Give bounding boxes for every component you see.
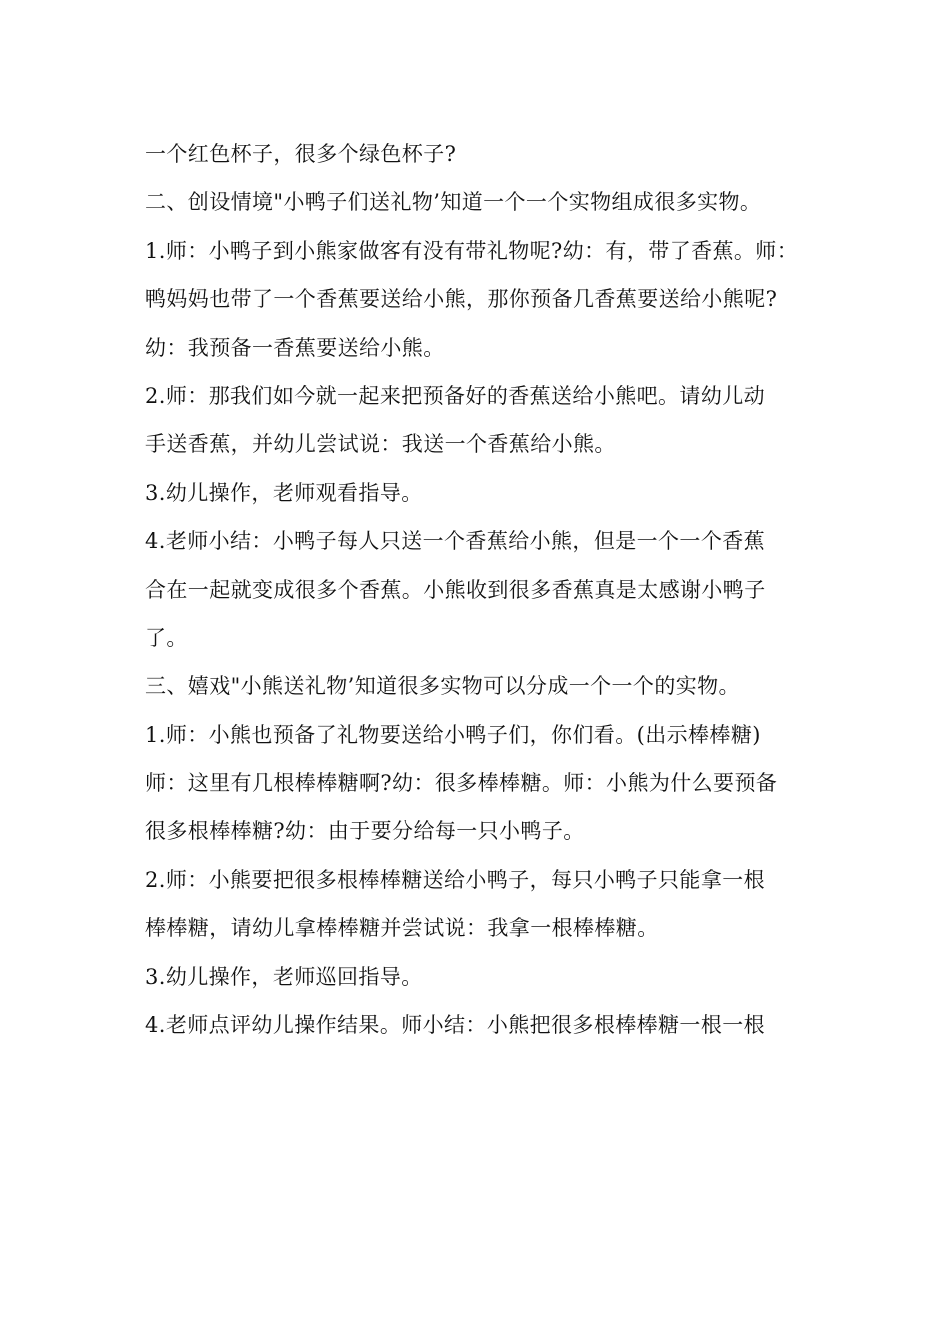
text-line: 了。 bbox=[145, 625, 188, 650]
text-line: 4.老师点评幼儿操作结果。师小结：小熊把很多根棒棒糖一根一根 bbox=[145, 1013, 766, 1038]
document-body bbox=[145, 130, 835, 1049]
text-line: 1.师：小熊也预备了礼物要送给小鸭子们，你们看。(出示棒棒糖) bbox=[145, 722, 761, 747]
section-heading: 三、嬉戏"小熊送礼物’知道很多实物可以分成一个一个的实物。 bbox=[145, 674, 740, 699]
text-line: 手送香蕉，并幼儿尝试说：我送一个香蕉给小熊。 bbox=[145, 432, 616, 457]
text-line: 师：这里有几根棒棒糖啊?幼：很多棒棒糖。师：小熊为什么要预备 bbox=[145, 771, 778, 796]
text-line: 鸭妈妈也带了一个香蕉要送给小熊，那你预备几香蕉要送给小熊呢? bbox=[145, 287, 778, 312]
section-heading: 二、创设情境"小鸭子们送礼物’知道一个一个实物组成很多实物。 bbox=[145, 190, 762, 215]
text-line: 一个红色杯子，很多个绿色杯子? bbox=[145, 142, 457, 166]
text-line: 2.师：那我们如今就一起来把预备好的香蕉送给小熊吧。请幼儿动 bbox=[145, 383, 766, 408]
text-line: 3.幼儿操作，老师巡回指导。 bbox=[145, 964, 423, 989]
text-line: 很多根棒棒糖?幼：由于要分给每一只小鸭子。 bbox=[145, 819, 585, 844]
text-line: 合在一起就变成很多个香蕉。小熊收到很多香蕉真是太感谢小鸭子 bbox=[145, 577, 766, 602]
text-line: 1.师：小鸭子到小熊家做客有没有带礼物呢?幼：有，带了香蕉。师： bbox=[145, 238, 799, 263]
text-line: 2.师：小熊要把很多根棒棒糖送给小鸭子，每只小鸭子只能拿一根 bbox=[145, 867, 766, 892]
text-line: 4.老师小结：小鸭子每人只送一个香蕉给小熊，但是一个一个香蕉 bbox=[145, 529, 766, 554]
text-line: 幼：我预备一香蕉要送给小熊。 bbox=[145, 335, 445, 360]
text-line: 棒棒糖，请幼儿拿棒棒糖并尝试说：我拿一根棒棒糖。 bbox=[145, 916, 659, 941]
text-line: 3.幼儿操作，老师观看指导。 bbox=[145, 480, 423, 505]
